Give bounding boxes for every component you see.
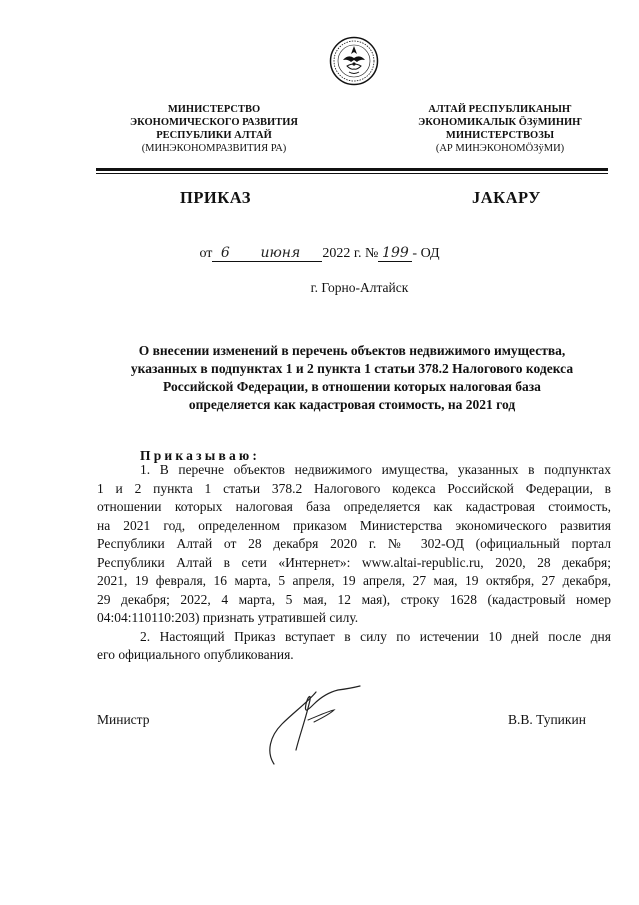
body-line: 2021, 19 февраля, 16 марта, 5 апреля, 19 апреля, 27 мая, 19 октября, 27 декабря,: [97, 573, 611, 588]
body-line: отношении которых налоговая база определяется как кадастровая стоимость,: [97, 499, 611, 514]
body-line: Республики Алтай от 28 декабря 2020 г. № 302-ОД (официальный портал: [97, 536, 611, 551]
doc-type-russian: ПРИКАЗ: [180, 188, 251, 207]
body-line: Республики Алтай в сети «Интернет»: www.altai-republic.ru, 2020, 28 декабря;: [97, 554, 611, 570]
document-body: [97, 461, 611, 665]
document-title: [96, 342, 608, 414]
doc-number-suffix: - ОД: [412, 246, 440, 261]
header-line: (АР МИНЭКОНОМÖЗÿМИ): [435, 143, 565, 154]
date-number-line: [0, 246, 639, 262]
header-line: ЭКОНОМИЧЕСКОГО РАЗВИТИЯ: [130, 117, 298, 128]
header-line: МИНИСТЕРСТВО: [167, 104, 261, 115]
doc-number-handwritten: 199: [378, 246, 412, 262]
body-line: 2. Настоящий Приказ вступает в силу по истечении 10 дней после дня: [140, 628, 611, 644]
body-line: 29 декабря; 2022, 4 марта, 5 мая, 12 мая), строку 1628 (кадастровый номер: [97, 591, 611, 607]
header-line: АЛТАЙ РЕСПУБЛИКАНЫҤ: [428, 104, 572, 115]
date-prefix: от: [199, 246, 213, 261]
title-line: определяется как кадастровая стоимость, на 2021 год: [188, 397, 516, 412]
header-line: РЕСПУБЛИКИ АЛТАЙ: [156, 130, 272, 141]
date-day-handwritten: 6: [212, 246, 238, 262]
signatory-name: В.В. Тупикин: [508, 712, 586, 727]
date-month-handwritten: июня: [238, 246, 322, 262]
order-word: Приказываю:: [140, 448, 261, 463]
date-year-number-label: 2022 г. №: [322, 246, 379, 261]
header-line: (МИНЭКОНОМРАЗВИТИЯ РА): [141, 143, 287, 154]
header-rule-thick: [96, 168, 608, 171]
title-line: указанных в подпунктах 1 и 2 пункта 1 статьи 378.2 Налогового кодекса: [130, 361, 574, 376]
ministry-header-russian: [104, 103, 324, 155]
signatory-position: Министр: [97, 712, 150, 727]
header-line: ЭКОНОМИКАЛЫК ÖЗÿМИНИҤ: [418, 117, 582, 128]
body-line: на 2021 год, определенном приказом Министерства экономического развития: [97, 517, 611, 533]
body-line: 1. В перечне объектов недвижимого имущества, указанных в подпунктах: [140, 462, 611, 477]
body-line: его официального опубликования.: [97, 647, 294, 662]
header-rule-thin: [96, 173, 608, 174]
handwritten-signature: [256, 680, 366, 770]
ministry-header-altai: [390, 103, 610, 155]
title-line: О внесении изменений в перечень объектов недвижимого имущества,: [138, 343, 566, 358]
coat-of-arms-emblem: [329, 36, 379, 86]
header-line: МИНИСТЕРСТВОЗЫ: [445, 130, 555, 141]
body-line: 04:04:110110:203) признать утратившей силу.: [97, 610, 359, 625]
doc-type-altai: ЈАКАРУ: [472, 188, 541, 207]
title-line: Российской Федерации, в отношении которых налоговая база: [163, 379, 541, 394]
body-line: 1 и 2 пункта 1 статьи 378.2 Налогового кодекса Российской Федерации, в: [97, 480, 611, 496]
city-line: г. Горно-Алтайск: [310, 280, 409, 295]
